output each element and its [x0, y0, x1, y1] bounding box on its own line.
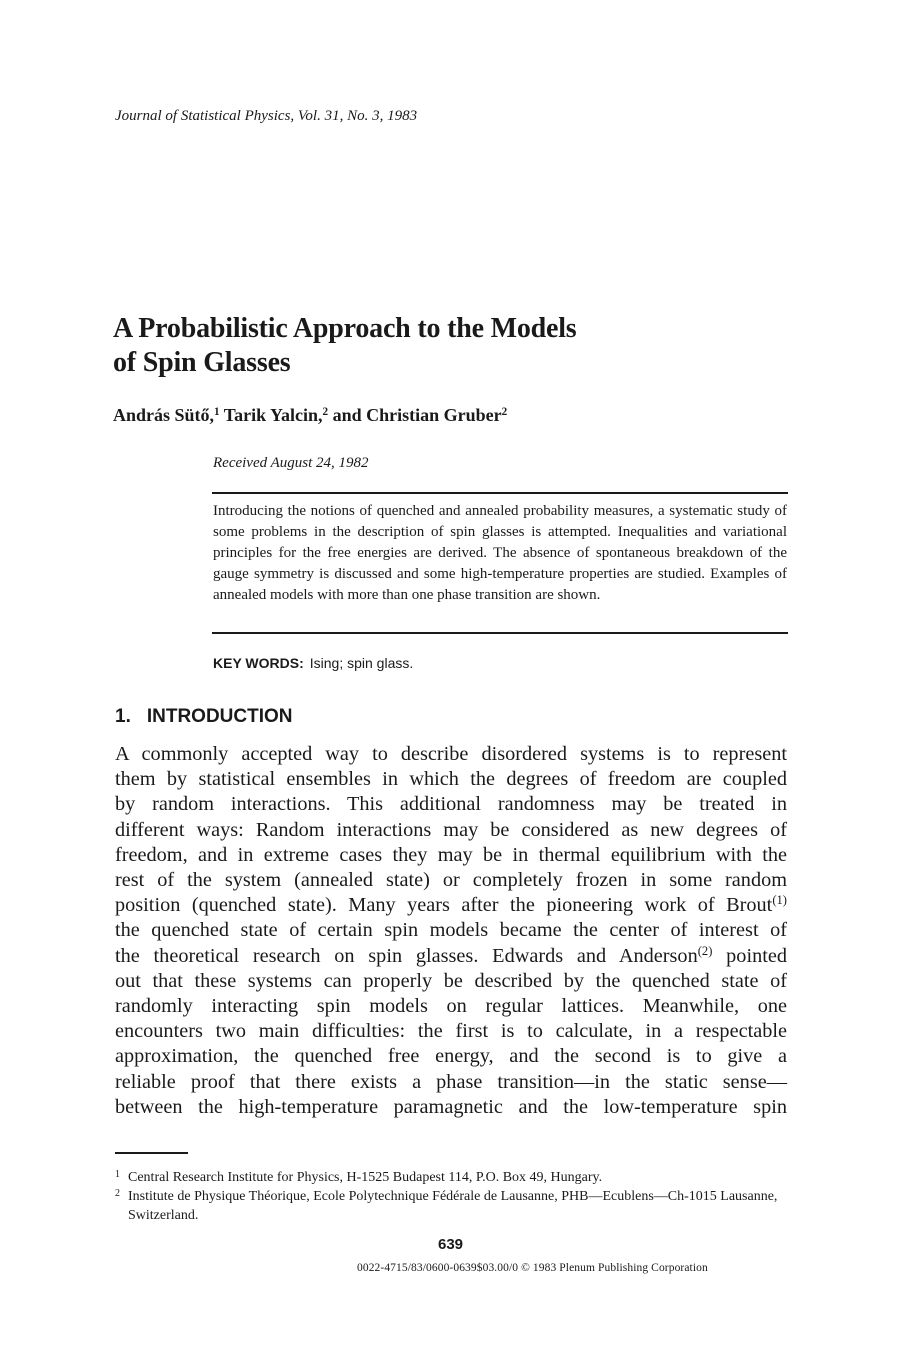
- text-fragment: position (quenched state). Many years after the pioneering work of Brout: [115, 894, 773, 917]
- footnote-mark: 2: [115, 1188, 120, 1199]
- citation-ref: (2): [697, 943, 713, 958]
- text-fragment: pointed: [712, 944, 787, 967]
- text-line: freedom, and in extreme cases they may be in thermal equilibrium with the: [115, 843, 787, 866]
- title-line-2: of Spin Glasses: [113, 347, 291, 378]
- author-name: András Sütő,: [113, 405, 215, 425]
- text-line: the quenched state of certain spin models became the center of interest of: [115, 919, 787, 942]
- received-date: Received August 24, 1982: [213, 455, 369, 471]
- text-line: reliable proof that there exists a phase transition—in the static sense—: [115, 1070, 787, 1093]
- text-line: them by statistical ensembles in which the degrees of freedom are coupled: [115, 768, 787, 791]
- affiliation-mark: 1: [214, 405, 220, 418]
- text-line: by random interactions. This additional randomness may be treated in: [115, 793, 787, 816]
- text-line: [115, 944, 787, 969]
- footnote-rule: [115, 1152, 188, 1154]
- text-line: between the high-temperature paramagnetic and the low-temperature spin: [115, 1095, 787, 1118]
- footnote-text: Institute de Physique Théorique, Ecole Polytechnique Fédérale de Lausanne, PHB—Ecublens—Ch-1015 Lausanne, Switzerland.: [128, 1189, 778, 1223]
- introduction-paragraph: [115, 742, 787, 1120]
- paper-title: [113, 312, 577, 380]
- section-heading: [115, 706, 293, 728]
- journal-citation: Journal of Statistical Physics, Vol. 31, No. 3, 1983: [115, 108, 418, 124]
- footnote: [115, 1168, 795, 1187]
- keywords-value: Ising; spin glass.: [309, 655, 414, 671]
- abstract-bottom-rule: [212, 632, 788, 634]
- text-line: A commonly accepted way to describe disordered systems is to represent: [115, 743, 787, 765]
- text-line: encounters two main difficulties: the first is to calculate, in a respectable: [115, 1020, 787, 1043]
- text-line: [115, 893, 787, 918]
- affiliation-mark: 2: [501, 405, 508, 418]
- text-line: different ways: Random interactions may be considered as new degrees of: [115, 818, 787, 841]
- footnote-mark: 1: [115, 1169, 120, 1180]
- text-line: out that these systems can properly be described by the quenched state of: [115, 969, 787, 992]
- copyright-line: 0022-4715/83/0600-0639$03.00/0 © 1983 Plenum Publishing Corporation: [357, 1262, 708, 1274]
- author-list: [113, 405, 507, 426]
- text-line: rest of the system (annealed state) or completely frozen in some random: [115, 869, 787, 892]
- section-title: INTRODUCTION: [146, 706, 293, 727]
- author-name: Tarik Yalcin,: [223, 405, 323, 425]
- affiliation-mark: 2: [322, 405, 329, 418]
- text-line: approximation, the quenched free energy, and the second is to give a: [115, 1045, 787, 1068]
- abstract: Introducing the notions of quenched and annealed probability measures, a systematic study of some problems in the description of spin glasses is attempted. Inequalities and variational principles for the free energies are derived. The absence of spontaneous breakdown of the gauge symmetry is discussed and some high-temperature properties are studied. Examples of annealed models with more than one phase transition are shown.: [213, 503, 787, 603]
- abstract-top-rule: [212, 492, 788, 494]
- footnote-text: Central Research Institute for Physics, H-1525 Budapest 114, P.O. Box 49, Hungary.: [128, 1170, 603, 1185]
- text-line: randomly interacting spin models on regular lattices. Meanwhile, one: [115, 995, 787, 1018]
- title-line-1: A Probabilistic Approach to the Models: [113, 313, 577, 344]
- author-name: and Christian Gruber: [332, 405, 502, 425]
- footnotes: [115, 1168, 795, 1225]
- citation-ref: (1): [772, 893, 787, 908]
- keywords: [213, 655, 413, 671]
- keywords-label: KEY WORDS:: [213, 655, 304, 671]
- footnote: [115, 1187, 795, 1225]
- section-number: 1.: [115, 706, 131, 727]
- text-fragment: the theoretical research on spin glasses. Edwards and Anderson: [115, 944, 698, 967]
- page-number: 639: [437, 1236, 464, 1253]
